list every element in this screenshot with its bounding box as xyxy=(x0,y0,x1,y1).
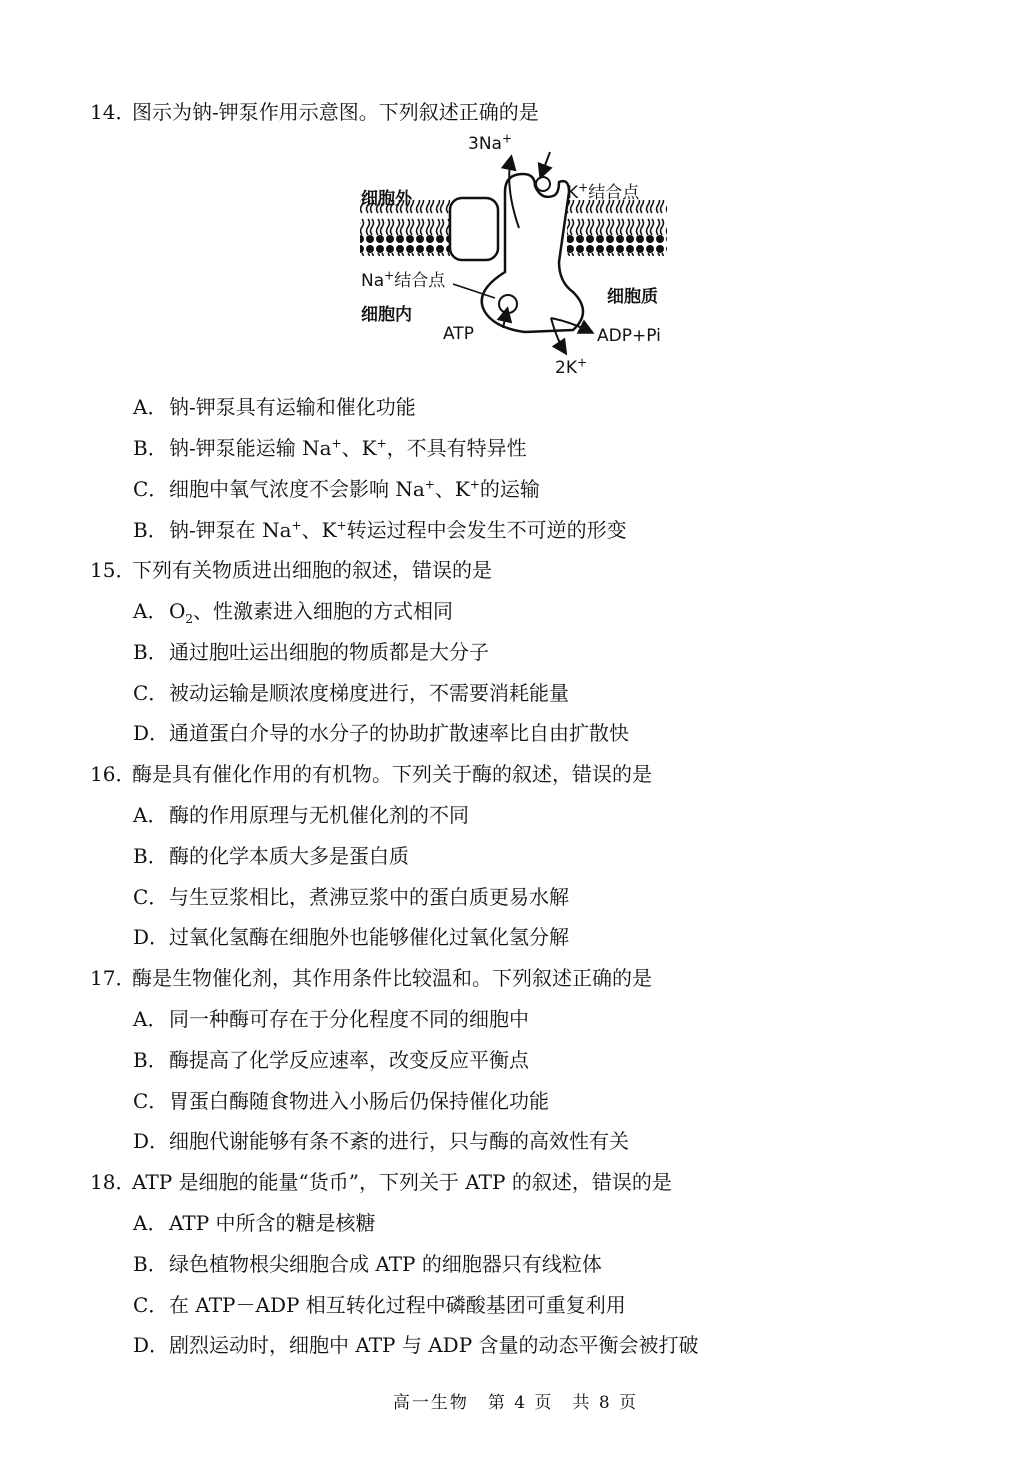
atp-label: ATP xyxy=(443,324,474,344)
inside-label: 细胞内 xyxy=(361,305,412,325)
q18-option-d: D．剧烈运动时，细胞中 ATP 与 ADP 含量的动态平衡会被打破 xyxy=(133,1333,699,1357)
question-text: 图示为钠-钾泵作用示意图。下列叙述正确的是 xyxy=(132,100,539,124)
question-18-stem: 18．ATP 是细胞的能量“货币”，下列关于 ATP 的叙述，错误的是 xyxy=(90,1170,672,1194)
q14-option-a: A．钠-钾泵具有运输和催化功能 xyxy=(133,395,416,419)
question-15-stem: 15．下列有关物质进出细胞的叙述，错误的是 xyxy=(90,558,492,582)
q18-option-c: C．在 ATP－ADP 相互转化过程中磷酸基团可重复利用 xyxy=(133,1293,626,1317)
channel-protein xyxy=(450,198,498,260)
cytoplasm-label: 细胞质 xyxy=(607,287,658,307)
page-footer: 高一生物 第 4 页 共 8 页 xyxy=(392,1393,639,1413)
q14-option-c: C．细胞中氧气浓度不会影响 Na+、K+的运输 xyxy=(133,477,540,501)
na-out-label: 3Na+ xyxy=(468,131,513,154)
k-site-label: K+结合点 xyxy=(567,180,640,203)
k-in-arrow xyxy=(541,152,550,176)
k-out-label: 2K+ xyxy=(555,355,588,378)
na-binding-site xyxy=(499,295,517,313)
q15-option-b: B．通过胞吐运出细胞的物质都是大分子 xyxy=(133,640,489,664)
q16-option-d: D．过氧化氢酶在细胞外也能够催化过氧化氢分解 xyxy=(133,925,569,949)
question-number: 14． xyxy=(90,100,136,124)
na-site-label: Na+结合点 xyxy=(361,268,446,291)
k-binding-site xyxy=(536,177,550,191)
q15-option-c: C．被动运输是顺浓度梯度进行，不需要消耗能量 xyxy=(133,681,569,705)
q15-option-d: D．通道蛋白介导的水分子的协助扩散速率比自由扩散快 xyxy=(133,721,629,745)
outside-label: 细胞外 xyxy=(361,189,412,209)
q16-option-a: A．酶的作用原理与无机催化剂的不同 xyxy=(133,803,469,827)
question-17-stem: 17．酶是生物催化剂，其作用条件比较温和。下列叙述正确的是 xyxy=(90,966,652,990)
q17-option-b: B．酶提高了化学反应速率，改变反应平衡点 xyxy=(133,1048,529,1072)
q17-option-c: C．胃蛋白酶随食物进入小肠后仍保持催化功能 xyxy=(133,1089,549,1113)
sodium-potassium-pump-figure xyxy=(355,132,685,382)
membrane-right xyxy=(567,200,667,256)
q14-option-b: B．钠-钾泵能运输 Na+、K+，不具有特异性 xyxy=(133,436,527,460)
q16-option-c: C．与生豆浆相比，煮沸豆浆中的蛋白质更易水解 xyxy=(133,885,569,909)
q15-option-a: A．$O_2$、性激素进入细胞的方式相同 xyxy=(133,599,454,626)
question-16-stem: 16．酶是具有催化作用的有机物。下列关于酶的叙述，错误的是 xyxy=(90,762,652,786)
q14-option-d: B．钠-钾泵在 Na+、K+转运过程中会发生不可逆的形变 xyxy=(133,518,627,542)
question-14-stem xyxy=(90,100,539,124)
q17-option-a: A．同一种酶可存在于分化程度不同的细胞中 xyxy=(133,1007,529,1031)
adp-label: ADP+Pi xyxy=(597,326,661,346)
q18-option-a: A．ATP 中所含的糖是核糖 xyxy=(133,1211,376,1235)
q16-option-b: B．酶的化学本质大多是蛋白质 xyxy=(133,844,409,868)
q17-option-d: D．细胞代谢能够有条不紊的进行，只与酶的高效性有关 xyxy=(133,1129,629,1153)
q18-option-b: B．绿色植物根尖细胞合成 ATP 的细胞器只有线粒体 xyxy=(133,1252,602,1276)
